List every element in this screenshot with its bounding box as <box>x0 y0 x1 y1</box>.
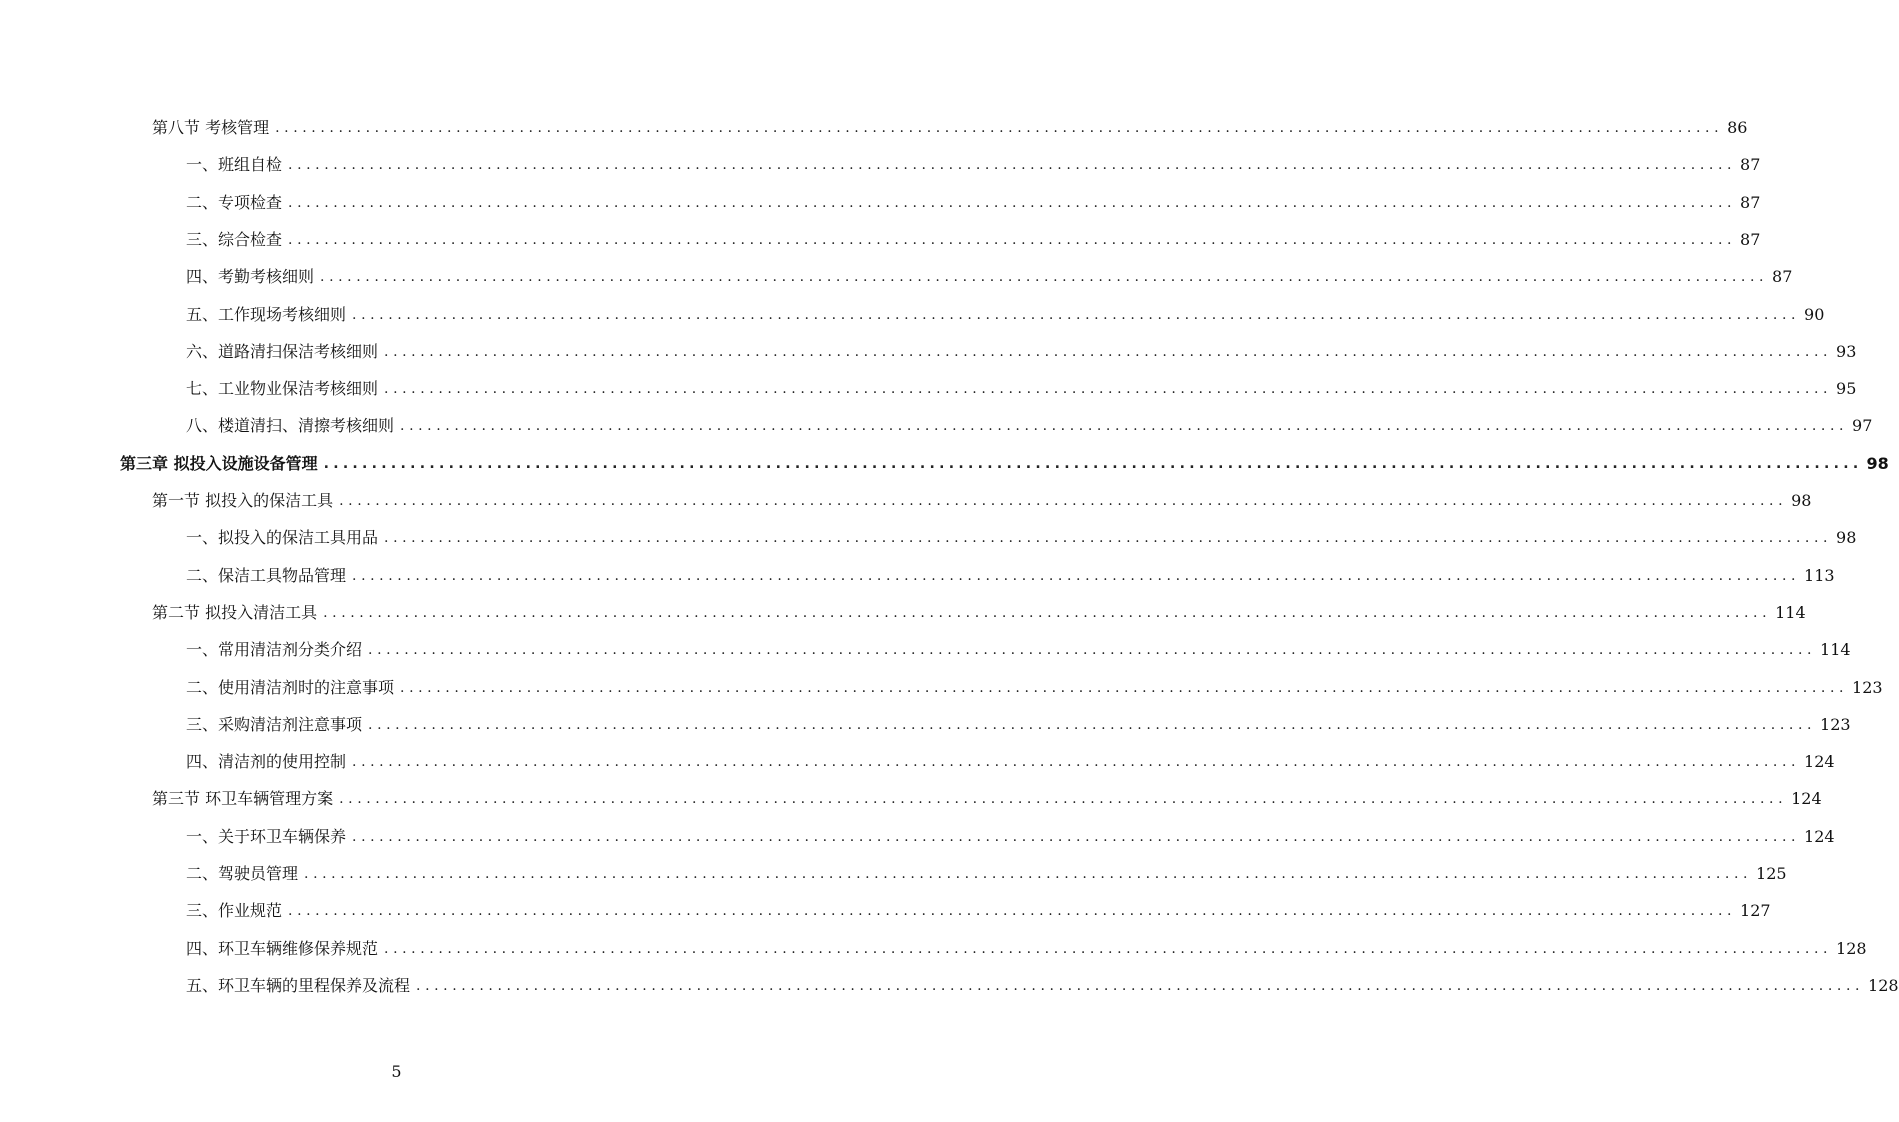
toc-entry-item[interactable] <box>186 811 1835 847</box>
toc-entry-item[interactable] <box>186 960 1899 996</box>
dot-leader: ................................................................................................................................................................ <box>288 231 1737 248</box>
toc-entry-chapter[interactable] <box>120 438 1889 474</box>
toc-entry-page: 87 <box>1740 229 1761 249</box>
dot-leader: ................................................................................................................................................................ <box>352 754 1801 771</box>
toc-entry-title: 四、清洁剂的使用控制 <box>186 752 347 772</box>
toc-entry-page: 87 <box>1740 155 1761 175</box>
toc-entry-section[interactable] <box>152 102 1748 138</box>
dot-leader: ................................................................................................................................................................ <box>368 642 1817 659</box>
toc-entry-page: 86 <box>1727 118 1748 137</box>
toc-entry-title: 二、使用清洁剂时的注意事项 <box>186 677 395 697</box>
toc-entry-item[interactable] <box>186 251 1793 287</box>
toc-entry-page: 87 <box>1772 267 1793 287</box>
dot-leader: ................................................................................................................................................................ <box>352 306 1801 323</box>
toc-entry-page: 87 <box>1740 192 1761 212</box>
toc-entry-page: 98 <box>1791 491 1812 510</box>
dot-leader: ................................................................................................................................................................ <box>352 828 1801 845</box>
toc-entry-title: 第三节 环卫车辆管理方案 <box>152 789 334 809</box>
toc-entry-item[interactable] <box>186 624 1851 660</box>
toc-entry-page: 90 <box>1804 304 1825 324</box>
dot-leader: ................................................................................................................................................................ <box>288 903 1737 920</box>
dot-leader: ................................................................................................................................................................ <box>288 194 1737 211</box>
dot-leader: ................................................................................................................................................................ <box>320 269 1769 286</box>
dot-leader: ................................................................................................................................................................ <box>384 381 1833 398</box>
dot-leader: ................................................................................................................................................................ <box>352 567 1801 584</box>
toc-entry-title: 一、关于环卫车辆保养 <box>186 826 347 846</box>
toc-entry-page: 128 <box>1836 938 1867 958</box>
toc-entry-title: 一、常用清洁剂分类介绍 <box>186 640 363 660</box>
toc-entry-item[interactable] <box>186 177 1761 213</box>
toc-entry-page: 123 <box>1820 714 1851 734</box>
dot-leader: ................................................................................................................................................................ <box>400 418 1849 435</box>
toc-entry-item[interactable] <box>186 512 1857 548</box>
toc-entry-page: 93 <box>1836 341 1857 361</box>
toc-entry-item[interactable] <box>186 139 1761 175</box>
toc-entry-title: 第八节 考核管理 <box>152 118 270 137</box>
toc-entry-item[interactable] <box>186 885 1771 921</box>
toc-entry-title: 第二节 拟投入清洁工具 <box>152 602 318 622</box>
toc-entry-title: 三、作业规范 <box>186 901 283 921</box>
dot-leader: ................................................................................................................................................................ <box>384 343 1833 360</box>
toc-entry-item[interactable] <box>186 289 1825 325</box>
toc-entry-item[interactable] <box>186 848 1787 884</box>
toc-entry-page: 124 <box>1791 789 1822 809</box>
dot-leader: ................................................................................................................................................................ <box>400 679 1849 696</box>
toc-entry-title: 六、道路清扫保洁考核细则 <box>186 341 379 361</box>
toc-entry-page: 113 <box>1804 565 1835 585</box>
toc-entry-title: 二、专项检查 <box>186 192 283 212</box>
toc-entry-title: 第一节 拟投入的保洁工具 <box>152 491 334 510</box>
toc-entry-title: 一、拟投入的保洁工具用品 <box>186 528 379 548</box>
toc-entry-page: 125 <box>1756 864 1787 883</box>
toc-entry-page: 123 <box>1852 677 1883 697</box>
toc-entry-page: 114 <box>1820 640 1851 660</box>
toc-entry-item[interactable] <box>186 363 1857 399</box>
toc-entry-item[interactable] <box>186 923 1867 959</box>
toc-entry-page: 98 <box>1866 453 1889 473</box>
toc-entry-title: 五、工作现场考核细则 <box>186 304 347 324</box>
toc-entry-section[interactable] <box>152 773 1822 809</box>
toc-entry-title: 一、班组自检 <box>186 155 283 175</box>
toc-entry-section[interactable] <box>152 475 1812 511</box>
toc-entry-page: 114 <box>1775 602 1806 622</box>
dot-leader: ................................................................................................................................................................ <box>275 120 1724 136</box>
toc-entry-item[interactable] <box>186 662 1883 698</box>
toc-entry-item[interactable] <box>186 699 1851 735</box>
dot-leader: ................................................................................................................................................................ <box>384 530 1833 547</box>
toc-entry-page: 124 <box>1804 826 1835 846</box>
toc-entry-item[interactable] <box>186 550 1835 586</box>
dot-leader: ................................................................................................................................................................ <box>339 791 1788 808</box>
toc-entry-title: 四、考勤考核细则 <box>186 267 315 287</box>
dot-leader: ................................................................................................................................................................ <box>416 977 1865 994</box>
dot-leader: ................................................................................................................................................................ <box>323 604 1772 621</box>
toc-entry-page: 97 <box>1852 416 1873 436</box>
dot-leader: ................................................................................................................................................................ <box>384 940 1833 957</box>
dot-leader: ................................................................................................................................................................ <box>288 157 1737 174</box>
toc-entry-title: 第三章 拟投入设施设备管理 <box>120 453 318 473</box>
toc-entry-item[interactable] <box>186 736 1835 772</box>
toc-entry-title: 八、楼道清扫、清擦考核细则 <box>186 416 395 436</box>
toc-entry-title: 七、工业物业保洁考核细则 <box>186 379 379 399</box>
toc-entry-page: 124 <box>1804 752 1835 772</box>
page-number: 5 <box>391 1062 402 1081</box>
toc-entry-title: 二、保洁工具物品管理 <box>186 565 347 585</box>
dot-leader: ................................................................................................................................................................ <box>323 455 1863 472</box>
toc-entry-title: 四、环卫车辆维修保养规范 <box>186 938 379 958</box>
dot-leader: ................................................................................................................................................................ <box>304 866 1753 882</box>
toc-entry-page: 98 <box>1836 528 1857 548</box>
dot-leader: ................................................................................................................................................................ <box>339 493 1788 509</box>
toc-entry-title: 二、驾驶员管理 <box>186 864 299 883</box>
toc-entry-item[interactable] <box>186 400 1873 436</box>
toc-entry-page: 95 <box>1836 379 1857 399</box>
toc-entry-section[interactable] <box>152 587 1806 623</box>
dot-leader: ................................................................................................................................................................ <box>368 716 1817 733</box>
toc-entry-page: 128 <box>1868 975 1899 995</box>
toc-entry-title: 三、综合检查 <box>186 229 283 249</box>
toc-entry-page: 127 <box>1740 901 1771 921</box>
toc-entry-item[interactable] <box>186 214 1761 250</box>
toc-entry-item[interactable] <box>186 326 1857 362</box>
toc-entry-title: 三、采购清洁剂注意事项 <box>186 714 363 734</box>
toc-entry-title: 五、环卫车辆的里程保养及流程 <box>186 975 411 995</box>
